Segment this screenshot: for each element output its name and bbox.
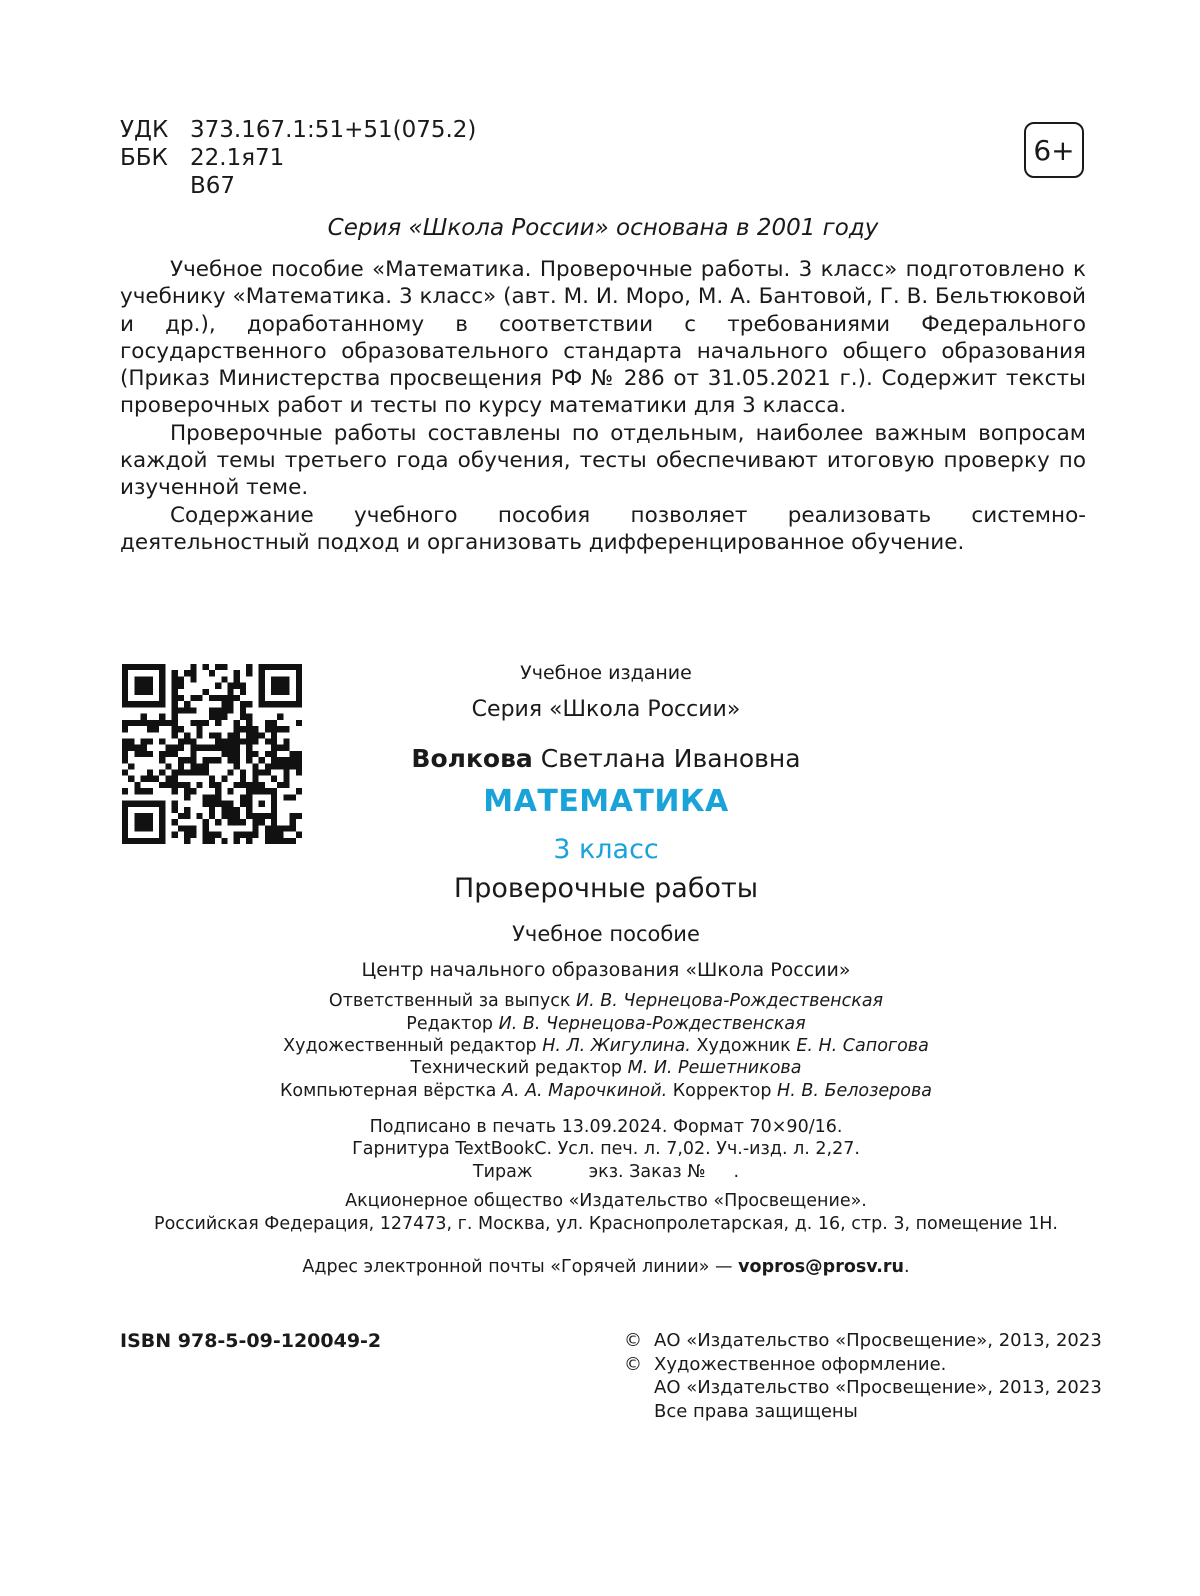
author [0, 744, 1200, 773]
credit-art-editor [0, 1035, 1200, 1057]
publisher-address: Российская Федерация, 127473, г. Москва, ул. Краснопролетарская, д. 16, стр. 3, помещение 1Н. [154, 1214, 1058, 1234]
copyright-line: Художественное оформление. [654, 1353, 947, 1375]
bbk-label: ББК [120, 145, 168, 171]
hotline-label: Адрес электронной почты «Горячей линии» — [302, 1257, 733, 1277]
copyright-line: АО «Издательство «Просвещение», 2013, 2023 [654, 1377, 1102, 1398]
credit-name: М. И. Решетникова [627, 1058, 802, 1078]
print-line-3: Тираж экз. Заказ № . [472, 1162, 740, 1182]
credit-name: Н. В. Белозерова [777, 1081, 933, 1101]
abstract-paragraph: Проверочные работы составлены по отдельным, наиболее важным вопросам каждой темы третьего года обучения, тесты обеспечивают итоговую проверку по изученной теме. [120, 420, 1086, 501]
copyright-icon: © [624, 1330, 642, 1351]
credit-name: Н. Л. Жигулина. [542, 1036, 691, 1056]
subtitle: Проверочные работы [453, 873, 759, 904]
education-center: Центр начального образования «Школа России» [361, 959, 851, 981]
book-type: Учебное пособие [512, 922, 700, 946]
credit-name: А. А. Марочкиной. [501, 1081, 668, 1101]
credit-editor [0, 1013, 1200, 1035]
credit-label: Редактор [406, 1014, 494, 1034]
copyright-line: Все права защищены [654, 1400, 858, 1422]
abstract-paragraph: Учебное пособие «Математика. Проверочные работы. 3 класс» подготовлено к учебнику «Математика. 3 класс» (авт. М. И. Моро, М. А. Бантовой, Г. В. Бельтюковой и др.), доработанному в соответствии с требованиями Федерального государственного образовательного стандарта начального общего образования (Приказ Министерства просвещения РФ № 286 от 31.05.2021 г.). Содержит тексты проверочных работ и тесты по курсу математики для 3 класса. [120, 257, 1086, 419]
author-surname: Волкова [411, 744, 533, 773]
grade: 3 класс [553, 834, 659, 865]
credit-label: Корректор [672, 1081, 772, 1101]
author-name: Светлана Ивановна [540, 744, 801, 773]
author-code-line [120, 172, 235, 200]
credit-label: Художник [696, 1036, 791, 1056]
copyright-block [624, 1329, 1102, 1423]
udk-value: 373.167.1:51+51(075.2) [190, 117, 477, 143]
bbk-value: 22.1я71 [190, 145, 285, 171]
credit-name: И. В. Чернецова-Рождественская [498, 1014, 806, 1034]
abstract [120, 256, 1086, 556]
order-label: экз. Заказ № [588, 1162, 706, 1182]
credit-responsible [0, 990, 1200, 1012]
credit-tech-editor [0, 1057, 1200, 1079]
abstract-paragraph: Содержание учебного пособия позволяет реализовать системно-деятельностный подход и организовать дифференцированное обучение. [120, 502, 1086, 555]
credit-label: Художественный редактор [283, 1036, 537, 1056]
credit-layout [0, 1080, 1200, 1102]
age-rating-badge: 6+ [1024, 122, 1084, 178]
series-note: Серия «Школа России» основана в 2001 году [327, 215, 879, 241]
isbn: ISBN 978-5-09-120049-2 [120, 1330, 382, 1352]
credit-label: Компьютерная вёрстка [279, 1081, 497, 1101]
credit-name: Е. Н. Сапогова [796, 1036, 929, 1056]
edition-type: Учебное издание [520, 662, 692, 684]
credit-label: Ответственный за выпуск [328, 991, 571, 1011]
udk-label: УДК [120, 117, 169, 143]
udk-line [120, 116, 476, 144]
circulation-label: Тираж [472, 1162, 533, 1182]
author-code: В67 [190, 173, 236, 199]
print-line-2: Гарнитура TextBookC. Усл. печ. л. 7,02. Уч.-изд. л. 2,27. [352, 1139, 860, 1159]
copyright-icon: © [624, 1353, 642, 1375]
hotline: Адрес электронной почты «Горячей линии» — vopros@prosv.ru. [302, 1257, 910, 1277]
print-line-1: Подписано в печать 13.09.2024. Формат 70×90/16. [369, 1117, 843, 1137]
book-title: МАТЕМАТИКА [483, 784, 729, 819]
hotline-email: vopros@prosv.ru [738, 1257, 904, 1277]
credit-label: Технический редактор [410, 1058, 623, 1078]
credit-name: И. В. Чернецова-Рождественская [576, 991, 884, 1011]
bbk-line [120, 144, 284, 172]
copyright-line: АО «Издательство «Просвещение», 2013, 2023 [654, 1330, 1102, 1351]
series-name: Серия «Школа России» [471, 697, 741, 722]
publisher-name: Акционерное общество «Издательство «Просвещение». [345, 1191, 867, 1211]
